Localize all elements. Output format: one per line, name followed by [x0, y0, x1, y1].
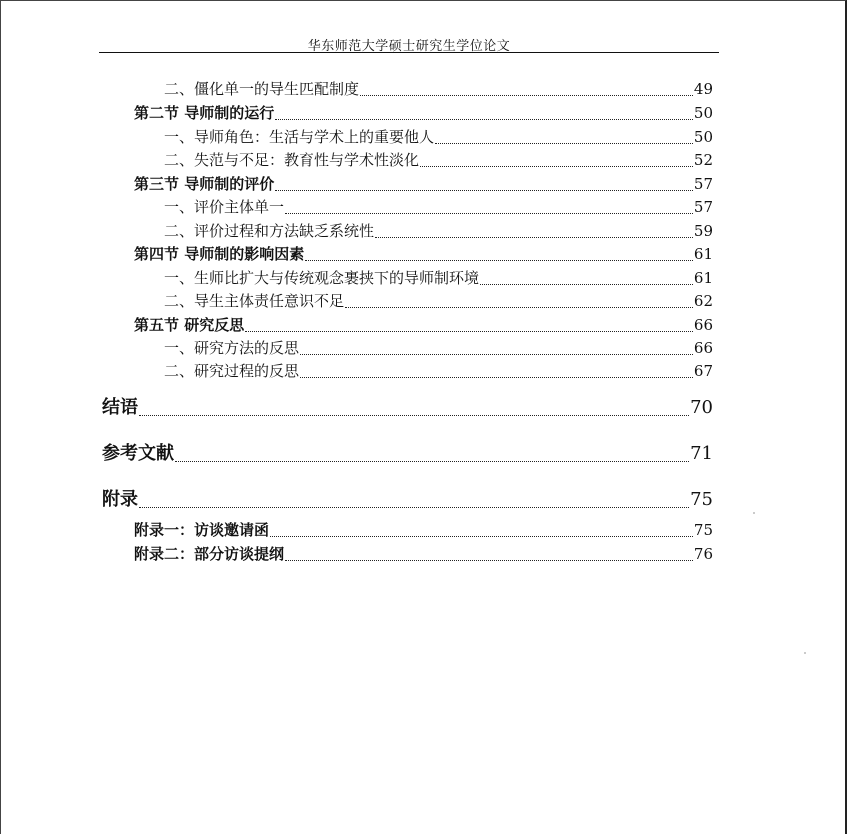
toc-entry[interactable] [102, 393, 713, 419]
toc-entry-page: 50 [693, 104, 713, 122]
toc-entry[interactable] [164, 337, 713, 358]
toc-entry[interactable] [134, 102, 713, 123]
scan-speck [804, 652, 806, 654]
toc-entry-label: 结语 [102, 397, 138, 418]
toc-entry-label: 附录一：访谈邀请函 [134, 521, 270, 539]
toc-entry-page: 57 [693, 198, 713, 216]
toc-entry[interactable] [134, 314, 713, 335]
toc-leader-dots [435, 143, 693, 144]
header-rule [99, 52, 719, 53]
toc-entry[interactable] [134, 519, 713, 540]
toc-leader-dots [345, 307, 693, 308]
toc-entry-label: 二、评价过程和方法缺乏系统性 [164, 222, 375, 240]
toc-entry-label: 一、研究方法的反思 [164, 339, 300, 357]
toc-entry[interactable] [134, 543, 713, 564]
toc-entry-page: 49 [693, 80, 713, 98]
toc-entry[interactable] [164, 360, 713, 381]
toc-entry[interactable] [164, 126, 713, 147]
toc-entry-page: 66 [693, 339, 713, 357]
toc-leader-dots [275, 119, 693, 120]
toc-entry-page: 62 [693, 292, 713, 310]
toc-entry-label: 附录二：部分访谈提纲 [134, 545, 285, 563]
toc-leader-dots [420, 166, 693, 167]
toc-entry-label: 二、研究过程的反思 [164, 362, 300, 380]
toc-entry[interactable] [102, 439, 713, 465]
toc-leader-dots [139, 415, 689, 416]
toc-entry-label: 第二节 导师制的运行 [134, 104, 275, 122]
toc-entry-page: 66 [693, 316, 713, 334]
toc-entry[interactable] [102, 485, 713, 511]
toc-entry[interactable] [134, 173, 713, 194]
toc-entry-label: 一、导师角色：生活与学术上的重要他人 [164, 128, 435, 146]
toc-entry-page: 61 [693, 269, 713, 287]
toc-entry-label: 第三节 导师制的评价 [134, 175, 275, 193]
toc-entry-label: 二、导生主体责任意识不足 [164, 292, 345, 310]
toc-leader-dots [360, 95, 693, 96]
toc-leader-dots [375, 237, 693, 238]
toc-leader-dots [285, 213, 693, 214]
toc-entry-page: 76 [693, 545, 713, 563]
toc-entry-page: 67 [693, 362, 713, 380]
toc-entry-label: 附录 [102, 489, 138, 510]
toc-entry-label: 一、生师比扩大与传统观念裹挟下的导师制环境 [164, 269, 480, 287]
toc-entry-label: 二、僵化单一的导生匹配制度 [164, 80, 360, 98]
toc-leader-dots [480, 284, 693, 285]
toc-entry-page: 61 [693, 245, 713, 263]
toc-leader-dots [175, 461, 689, 462]
toc-entry-page: 59 [693, 222, 713, 240]
toc-entry-page: 57 [693, 175, 713, 193]
toc-entry-label: 一、评价主体单一 [164, 198, 285, 216]
scan-speck [753, 512, 755, 514]
toc-entry[interactable] [164, 78, 713, 99]
toc-entry[interactable] [164, 267, 713, 288]
toc-leader-dots [245, 331, 693, 332]
toc-leader-dots [285, 560, 693, 561]
toc-entry-page: 52 [693, 151, 713, 169]
toc-leader-dots [300, 354, 693, 355]
toc-entry[interactable] [164, 196, 713, 217]
toc-entry-label: 第四节 导师制的影响因素 [134, 245, 305, 263]
toc-leader-dots [300, 377, 693, 378]
toc-entry-page: 75 [690, 489, 713, 510]
toc-leader-dots [275, 190, 693, 191]
running-header: 华东师范大学硕士研究生学位论文 [307, 39, 511, 54]
toc-leader-dots [305, 260, 693, 261]
toc-entry-page: 50 [693, 128, 713, 146]
toc-entry-page: 70 [690, 397, 713, 418]
toc-entry-label: 参考文献 [102, 443, 174, 464]
toc-entry[interactable] [164, 220, 713, 241]
toc-entry-label: 二、失范与不足：教育性与学术性淡化 [164, 151, 420, 169]
toc-entry[interactable] [164, 149, 713, 170]
toc-entry-page: 71 [690, 443, 713, 464]
toc-leader-dots [270, 536, 693, 537]
toc-entry-label: 第五节 研究反思 [134, 316, 245, 334]
toc-entry[interactable] [134, 243, 713, 264]
toc-leader-dots [139, 507, 689, 508]
toc-entry[interactable] [164, 290, 713, 311]
toc-entry-page: 75 [693, 521, 713, 539]
